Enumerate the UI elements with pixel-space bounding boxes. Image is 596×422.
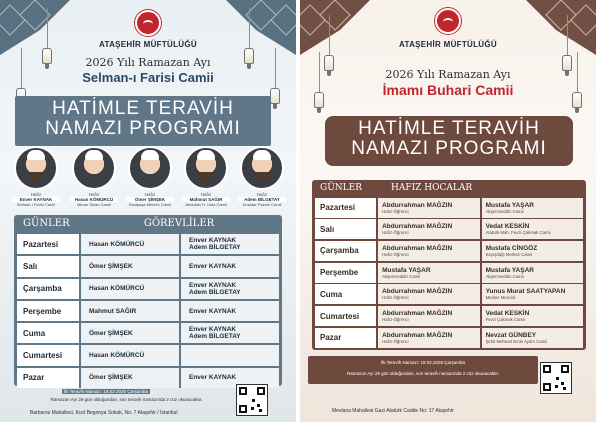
- ramadan-note: Ramazan Ayı 29 gün olduğundan, son teravih namazında 2 cüz okunacaktır.: [346, 371, 500, 376]
- table-row: Pazartesi Abdurrahman MAĞZIN Hafız-Öğrenci Mustafa YAŞAR Akşemseddin Camii: [315, 198, 583, 218]
- mosque-name: İmamı Buhari Camii: [382, 82, 514, 98]
- lantern-icon: [562, 55, 572, 77]
- address: Mevlana Mahallesi Gazi Atatürk Cadde No: 17 Ataşehir: [332, 408, 454, 414]
- poster-imami-buhari: [300, 0, 596, 422]
- hafiz-photo: [14, 146, 58, 190]
- table-row: Pazar Ömer ŞİMŞEK Enver KAYNAK: [17, 368, 279, 388]
- table-row: Perşembe Mustafa YAŞAR Akşemseddin Camii Mustafa YAŞAR Akşemseddin Camii: [315, 263, 583, 283]
- hafiz-photo: [72, 146, 116, 190]
- hafiz-card: Hafız Enver KAYNAK Selman-ı Farisi Camii: [12, 146, 60, 207]
- table-row: Pazar Abdurrahman MAĞZIN Hafız-Öğrenci Nevzat GÜNBEY Şehit Mehmet Emin Aydın Camii: [315, 328, 583, 348]
- header-duties: GÖREVLİLER: [143, 218, 215, 229]
- hafiz-card: Hafız Hasan KÖMÜRCÜ Mimar Sinan Camii: [70, 146, 118, 207]
- corner-ornament-icon: [526, 0, 596, 55]
- corner-ornament-icon: [0, 0, 70, 55]
- table-row: Çarşamba Hasan KÖMÜRCÜ Enver KAYNAK Adem BİLGETAY: [17, 279, 279, 299]
- title-line-1: HATİMLE TERAVİH: [52, 98, 234, 119]
- table-row: Perşembe Mahmut SAĞIR Enver KAYNAK: [17, 301, 279, 321]
- corner-ornament-icon: [226, 0, 296, 55]
- notes-band: [308, 356, 538, 384]
- table-row: Pazartesi Hasan KÖMÜRCÜ Enver KAYNAK Adem BİLGETAY: [17, 234, 279, 254]
- title-line-2: NAMAZI PROGRAMI: [351, 137, 547, 159]
- hafiz-photo: [184, 146, 228, 190]
- table-row: Cumartesi Abdurrahman MAĞZIN Hafız-Öğrenci Vedat KESKİN Fevzi Çakmak Camii: [315, 306, 583, 326]
- qr-code-icon[interactable]: [540, 362, 572, 394]
- mufti-logo-icon: [135, 10, 161, 36]
- org-name: ATAŞEHİR MÜFTÜLÜĞÜ: [99, 40, 197, 49]
- header-days: GÜNLER: [23, 218, 70, 229]
- lantern-icon: [314, 92, 324, 114]
- qr-code-icon[interactable]: [236, 384, 268, 416]
- schedule-table: [312, 180, 586, 350]
- ramadan-note: Ramazan Ayı 29 gün olduğundan, son teravih namazında 2 cüz okunacaktır.: [50, 397, 203, 402]
- table-row: Cumartesi Hasan KÖMÜRCÜ: [17, 345, 279, 365]
- schedule-table: [14, 215, 282, 386]
- address: Barbaros Mahallesi, Kızıl Begonya Sokak, No: 7 Ataşehir / İstanbul: [30, 410, 178, 416]
- corner-ornament-icon: [300, 0, 370, 55]
- table-row: Cuma Ömer ŞİMŞEK Enver KAYNAK Adem BİLGETAY: [17, 323, 279, 343]
- mufti-logo-icon: [435, 8, 461, 34]
- hafiz-card: Hafız Adem BİLGETAY Ünaldar Pazarlı Camii: [238, 146, 286, 207]
- hafiz-photo: [128, 146, 172, 190]
- lantern-icon: [324, 55, 334, 77]
- lantern-icon: [572, 92, 582, 114]
- header-hafiz: HAFIZ HOCALAR: [391, 183, 473, 193]
- program-title-banner: [325, 116, 573, 166]
- title-line-1: HATİMLE TERAVİH: [358, 118, 540, 139]
- title-line-2: NAMAZI PROGRAMI: [45, 117, 241, 139]
- table-row: Salı Ömer ŞİMŞEK Enver KAYNAK: [17, 256, 279, 276]
- first-prayer-note: İlk Teravih Namazı: 18.02.2026 Çarşamba: [381, 360, 465, 365]
- header-days: GÜNLER: [320, 183, 362, 193]
- program-subtitle: 2026 Yılı Ramazan Ayı: [85, 56, 211, 69]
- table-header: [315, 183, 583, 196]
- program-subtitle: 2026 Yılı Ramazan Ayı: [385, 68, 511, 81]
- table-row: Cuma Abdurrahman MAĞZIN Hafız-Öğrenci Yunus Murat SAATYAPAN Medine Mescidi: [315, 284, 583, 304]
- lantern-icon: [270, 88, 280, 110]
- hafiz-card: Hafız Ömer ŞİMŞEK Esatpaşa Merkez Camii: [126, 146, 174, 207]
- first-prayer-note: İlk Teravih Namazı: 18.02.2026 Çarşamba: [64, 389, 148, 394]
- table-header: [17, 218, 279, 232]
- program-title-banner: [15, 96, 271, 146]
- mosque-name: Selman-ı Farisi Camii: [82, 70, 214, 85]
- hafiz-card: Hafız Mahmut SAĞIR Abdullah H. Usta Camii: [182, 146, 230, 207]
- hafiz-photos: [10, 146, 286, 208]
- org-name: ATAŞEHİR MÜFTÜLÜĞÜ: [399, 40, 497, 49]
- table-row: Çarşamba Abdurrahman MAĞZIN Hafız-Öğrenci Mustafa CİNGÖZ Kayışdağı Merkez Camii: [315, 241, 583, 261]
- hafiz-photo: [240, 146, 284, 190]
- table-row: Salı Abdurrahman MAĞZIN Hafız-Öğrenci Vedat KESKİN Atatürk Mah. Fevzi Çakmak Camii: [315, 219, 583, 239]
- poster-selman-farisi: [0, 0, 296, 422]
